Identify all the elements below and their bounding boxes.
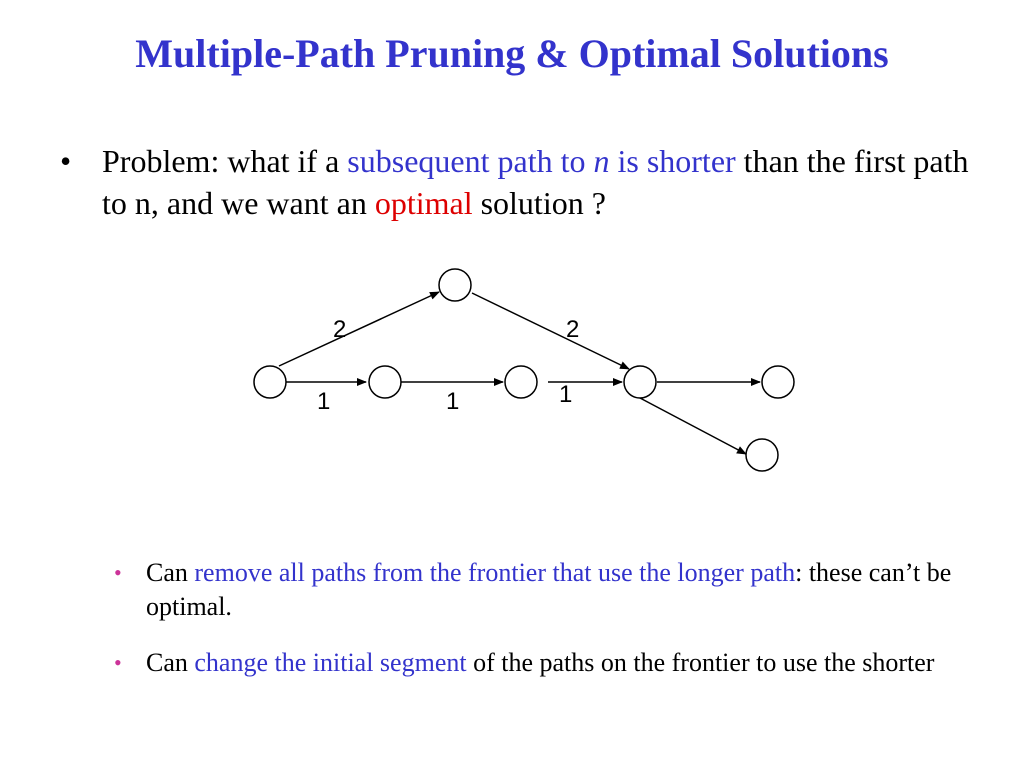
graph-node <box>369 366 401 398</box>
text-segment: : these can’t be optimal. <box>146 558 952 621</box>
graph-node <box>624 366 656 398</box>
sub-bullet-text <box>146 556 994 624</box>
highlight-segment: remove all paths from the frontier that use the longer path <box>194 558 796 587</box>
graph-edge <box>472 293 629 369</box>
slide-title: Multiple-Path Pruning & Optimal Solutions <box>135 31 889 76</box>
graph-edge <box>640 398 746 454</box>
graph-edge <box>279 292 439 366</box>
emphasis-segment: optimal <box>374 185 473 221</box>
sub-bullet-text <box>146 646 994 680</box>
text-segment: solution ? <box>472 185 606 221</box>
graph-node <box>762 366 794 398</box>
highlight-segment: is shorter <box>609 143 736 179</box>
highlight-segment: change the initial segment <box>194 648 467 677</box>
sub-bullet <box>114 646 994 680</box>
highlight-italic-segment: n <box>593 143 610 179</box>
sub-bullet <box>114 556 994 624</box>
bullet-marker: • <box>60 143 72 179</box>
graph-node <box>746 439 778 471</box>
text-segment: Can <box>146 558 195 587</box>
graph-node <box>254 366 286 398</box>
graph-node <box>439 269 471 301</box>
highlight-segment: subsequent path to <box>347 143 594 179</box>
edge-label: 1 <box>559 381 573 408</box>
text-segment: Problem: what if a <box>102 143 348 179</box>
edge-label: 2 <box>566 316 580 343</box>
bullet-marker: • <box>114 560 122 585</box>
edge-label: 2 <box>333 316 347 343</box>
text-segment: Can <box>146 648 195 677</box>
bullet-marker: • <box>114 650 122 675</box>
text-segment: of the paths on the frontier to use the shorter <box>466 648 935 677</box>
edge-label: 1 <box>317 388 331 415</box>
graph-node <box>505 366 537 398</box>
text-segment: than the first path to n, and we want an <box>102 143 969 221</box>
edge-label: 1 <box>446 388 460 415</box>
